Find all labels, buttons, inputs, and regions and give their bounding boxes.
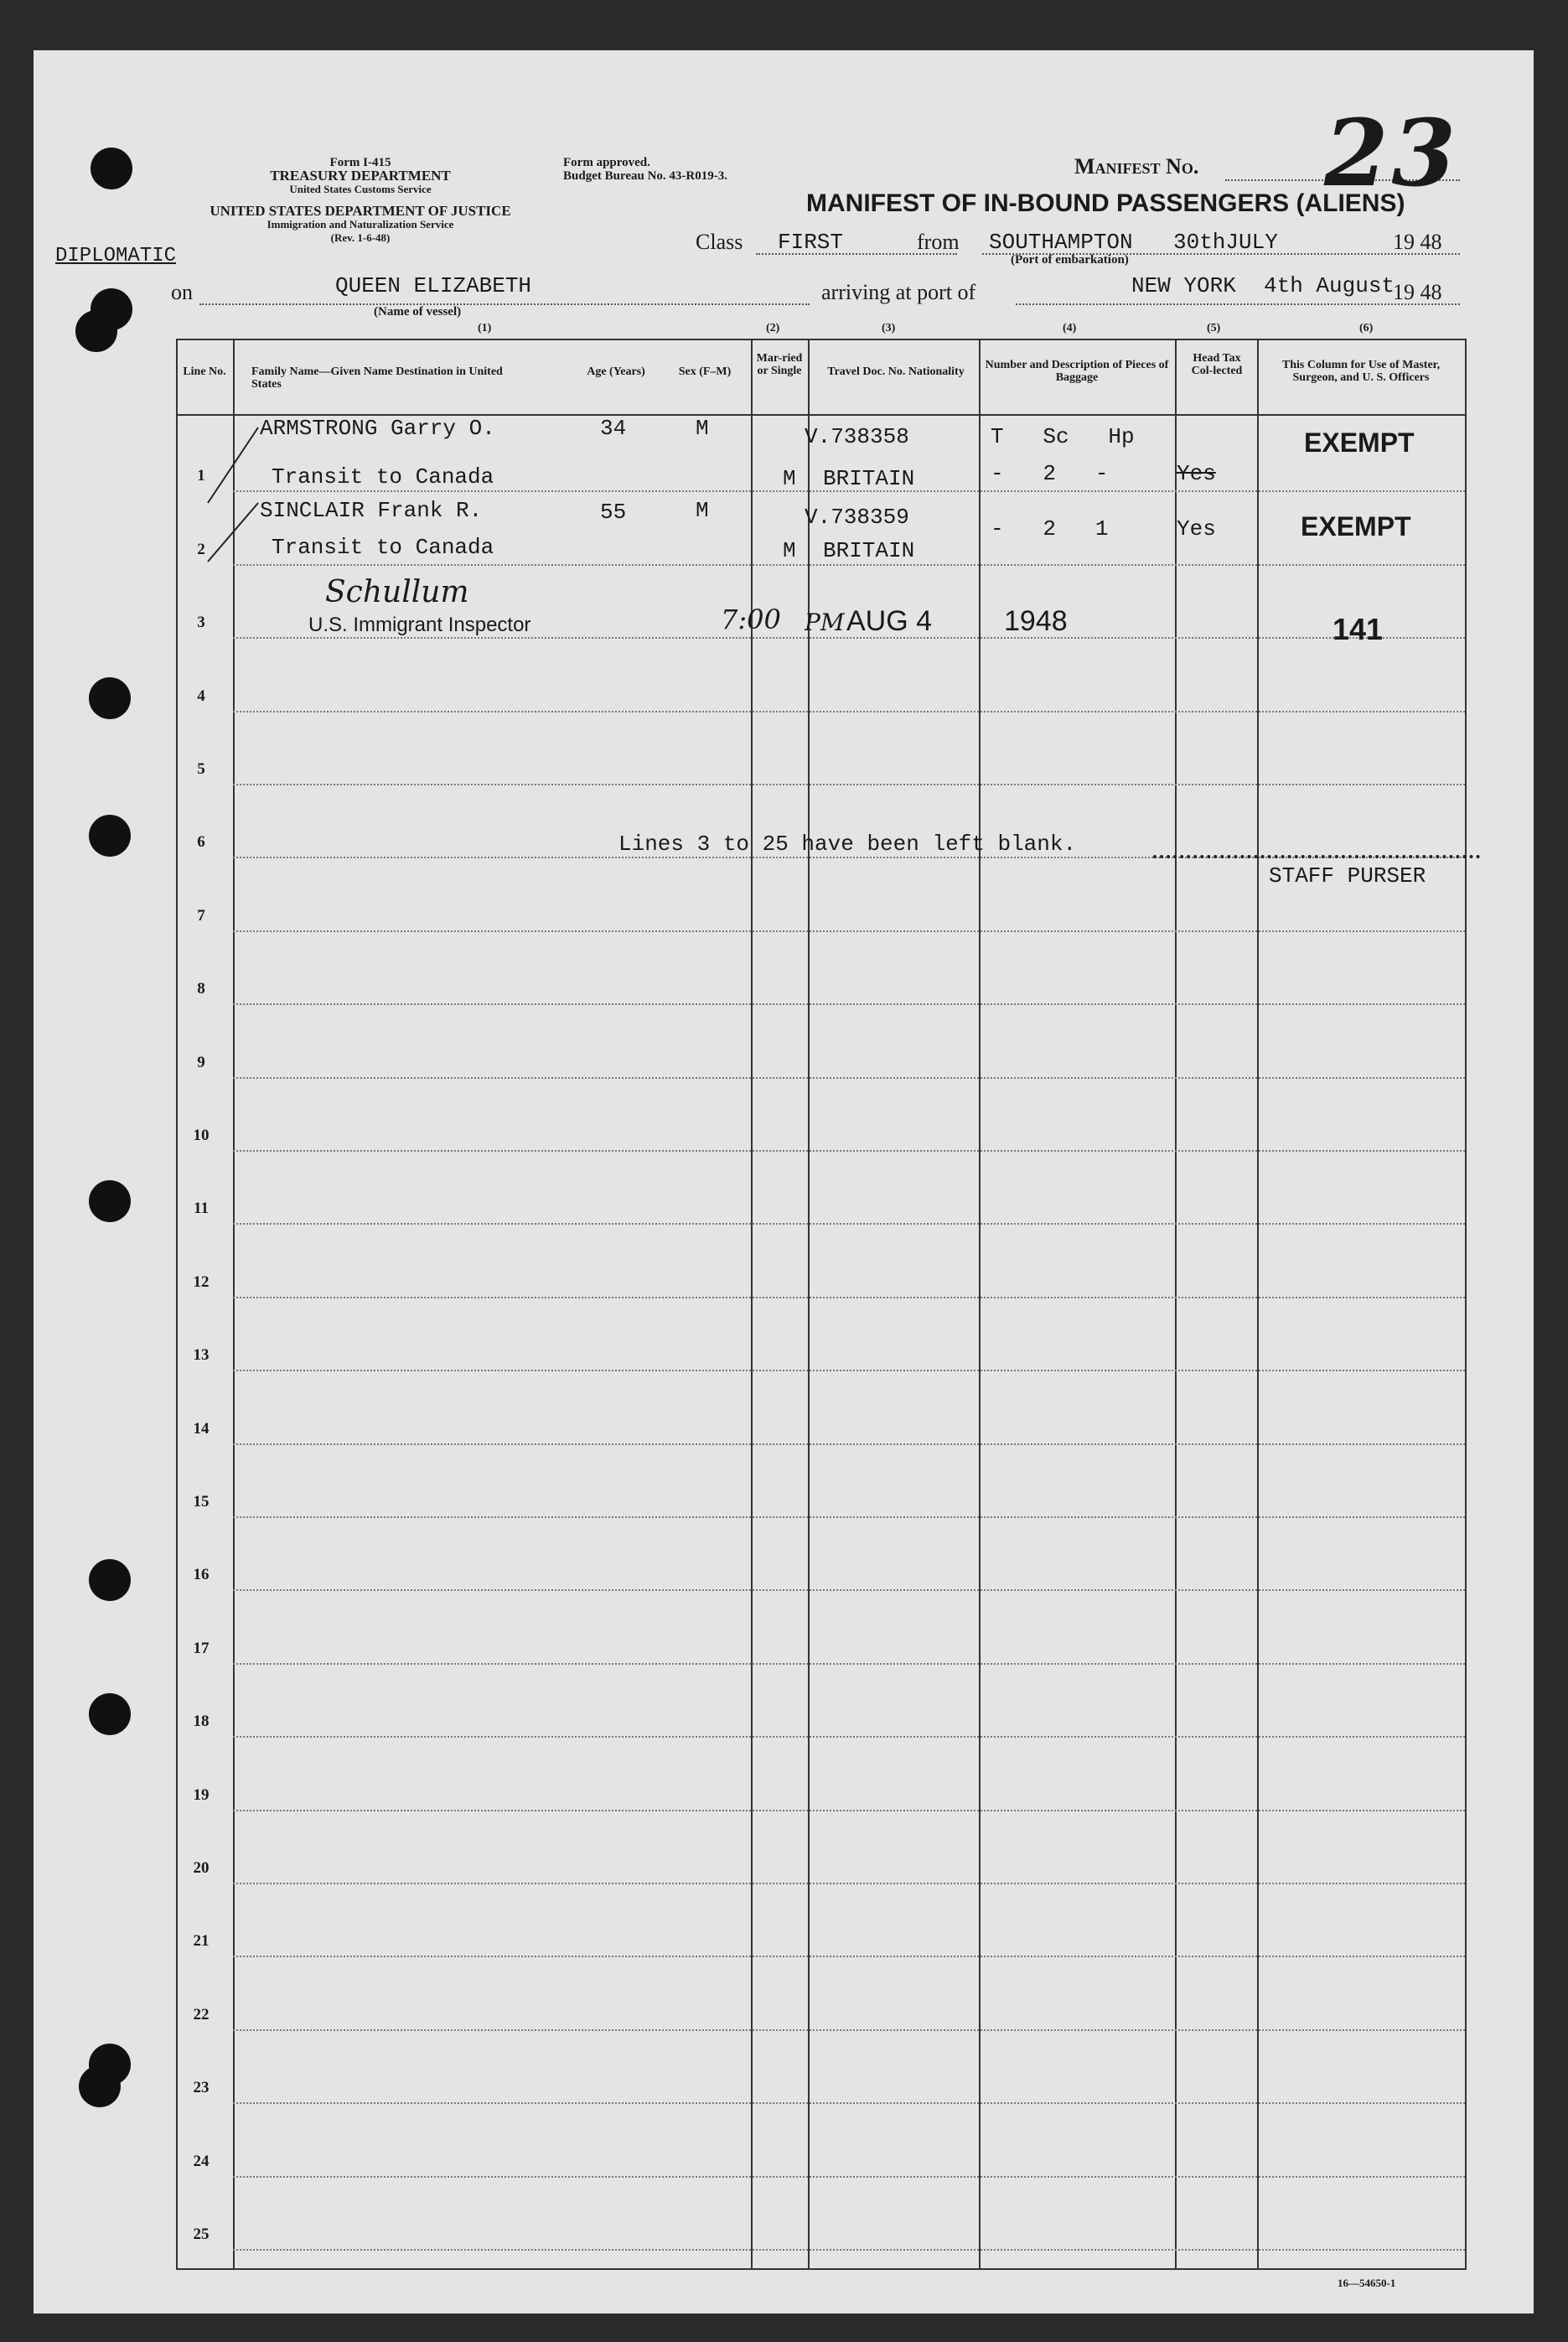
header-sex: Sex (F–M)	[678, 365, 732, 378]
note-dots	[1153, 855, 1480, 858]
approval-block	[563, 156, 727, 183]
line-number: 12	[193, 1272, 210, 1291]
table-top-border	[176, 339, 1467, 340]
passenger-2-name: SINCLAIR Frank R.	[260, 498, 483, 523]
line-number: 1	[197, 467, 205, 485]
header-head-tax: Head Tax Col-lected	[1191, 352, 1243, 377]
page-title: MANIFEST OF IN-BOUND PASSENGERS (ALIENS)	[806, 189, 1405, 217]
passenger-1-baggage-types: T Sc Hp	[991, 424, 1135, 449]
table-bottom-border	[176, 2268, 1467, 2270]
table-row-line	[233, 1810, 1465, 1811]
passenger-2-married: M	[783, 538, 796, 563]
line-number: 21	[193, 1932, 210, 1951]
passenger-2-age: 55	[600, 500, 627, 525]
table-row-line	[233, 1223, 1465, 1225]
form-approved: Form approved.	[563, 156, 650, 169]
manifest-no-label: Manifest No.	[1074, 154, 1199, 179]
table-row-line	[233, 2249, 1465, 2251]
passenger-1-destination: Transit to Canada	[272, 464, 494, 490]
table-row-line	[233, 784, 1465, 785]
line-number: 15	[193, 1493, 210, 1510]
line-number: 4	[197, 687, 205, 705]
passenger-1-sex: M	[696, 416, 709, 441]
col-divider	[233, 339, 235, 2270]
table-row-line	[233, 1663, 1465, 1665]
table-row-line	[233, 2029, 1465, 2031]
arrival-port: NEW YORK	[1131, 273, 1236, 298]
justice-block	[168, 205, 553, 245]
line-number: 11	[194, 1199, 209, 1218]
line-number: 13	[193, 1346, 210, 1365]
table-row-line	[233, 2176, 1465, 2178]
passenger-2-officer-stamp: EXEMPT	[1301, 511, 1411, 541]
table-row-line	[233, 1003, 1465, 1005]
line-number: 16	[193, 1566, 210, 1584]
header-name: Family Name—Given Name Destination in United States	[251, 365, 503, 391]
port-caption: (Port of embarkation)	[1011, 253, 1129, 267]
tally-mark	[208, 503, 258, 562]
table-row-line	[233, 1150, 1465, 1152]
form-number-text: Form I-415	[329, 156, 391, 169]
class-label: Class	[696, 230, 743, 254]
line-number: 6	[197, 833, 205, 852]
tally-mark	[208, 427, 258, 503]
line-number: 20	[193, 1859, 210, 1877]
punch-hole	[89, 677, 131, 719]
header-baggage: Number and Description of Pieces of Baggage	[985, 359, 1169, 384]
passenger-2-doc: V.738359	[805, 505, 909, 530]
col-number-3: (3)	[882, 322, 896, 334]
col-number-2: (2)	[766, 322, 780, 334]
col-number-5: (5)	[1207, 322, 1221, 334]
punch-hole	[89, 1693, 131, 1735]
customs-service: United States Customs Service	[289, 183, 432, 195]
inspection-stamp-year: 1948	[1004, 605, 1068, 637]
passenger-2-nationality: BRITAIN	[823, 538, 915, 563]
col-number-1: (1)	[478, 322, 492, 334]
table-row-line	[233, 1370, 1465, 1371]
blank-lines-note: Lines 3 to 25 have been left blank.	[618, 832, 1077, 857]
line-number: 18	[193, 1712, 210, 1731]
passenger-1-doc: V.738358	[805, 424, 909, 449]
table-row-line	[233, 1077, 1465, 1079]
line-number: 8	[197, 980, 205, 998]
passenger-1-age: 34	[600, 416, 627, 441]
justice-dept: UNITED STATES DEPARTMENT OF JUSTICE	[210, 203, 511, 219]
header-married: Mar-ried or Single	[756, 352, 803, 377]
table-row-line	[233, 711, 1465, 712]
table-row-line	[233, 564, 1465, 566]
arrival-year: 19 48	[1393, 280, 1442, 304]
line-number: 17	[193, 1639, 210, 1657]
line-number: 24	[193, 2152, 210, 2170]
header-line-no: Line No.	[183, 365, 226, 378]
passenger-2-head-tax: Yes	[1177, 516, 1216, 541]
inspection-stamp-date: AUG 4	[846, 605, 933, 637]
table-row-line	[233, 1589, 1465, 1591]
line-number: 19	[193, 1785, 210, 1804]
table-row-line	[233, 1516, 1465, 1518]
punch-hole	[79, 2065, 121, 2107]
diplomatic-label: DIPLOMATIC	[55, 245, 177, 267]
header-officers: This Column for Use of Master, Surgeon, and U. S. Officers	[1281, 359, 1441, 384]
table-row-line	[233, 1736, 1465, 1738]
punch-hole	[89, 815, 131, 857]
vessel-name: QUEEN ELIZABETH	[335, 273, 532, 298]
passenger-1-nationality: BRITAIN	[823, 466, 915, 491]
embark-date: 30thJULY	[1173, 230, 1278, 255]
passenger-2-baggage-count: - 2 1	[991, 516, 1109, 541]
inspection-ampm: PM	[805, 609, 845, 636]
line-number: 23	[193, 2079, 210, 2097]
arriving-label: arriving at port of	[821, 280, 976, 304]
revision: (Rev. 1-6-48)	[330, 231, 391, 244]
table-row-line	[233, 1883, 1465, 1884]
col-divider	[1465, 339, 1467, 2270]
treasury-dept: TREASURY DEPARTMENT	[270, 168, 451, 184]
port-of-embarkation: SOUTHAMPTON	[989, 230, 1133, 255]
line-number: 5	[197, 760, 205, 778]
punch-hole	[89, 1559, 131, 1601]
col-number-6: (6)	[1359, 322, 1374, 334]
passenger-1-married: M	[783, 466, 796, 491]
col-divider	[1175, 339, 1177, 2270]
form-number	[251, 156, 469, 196]
ins-service: Immigration and Naturalization Service	[267, 218, 454, 231]
table-row-line	[233, 1297, 1465, 1298]
line-number: 10	[193, 1127, 210, 1144]
table-row-line	[233, 2102, 1465, 2104]
staff-purser: STAFF PURSER	[1269, 863, 1426, 889]
arrival-date: 4th August	[1264, 273, 1395, 298]
punch-hole	[75, 310, 117, 352]
manifest-number: 23	[1324, 99, 1460, 207]
col-divider	[979, 339, 981, 2270]
tally-marks	[199, 419, 267, 570]
line-number: 7	[197, 906, 205, 925]
table-row-line	[233, 930, 1465, 932]
officer-number: 141	[1333, 612, 1384, 646]
on-label: on	[171, 280, 193, 304]
line-number: 3	[197, 614, 205, 632]
line-number: 2	[197, 540, 205, 558]
table-row-line	[233, 1443, 1465, 1445]
budget-bureau: Budget Bureau No. 43-R019-3.	[563, 169, 727, 183]
line-number: 9	[197, 1053, 205, 1071]
inspector-title: U.S. Immigrant Inspector	[308, 614, 531, 636]
punch-hole	[91, 148, 132, 189]
vessel-caption: (Name of vessel)	[374, 305, 462, 319]
line-number: 25	[193, 2225, 210, 2243]
footer-code: 16—54650-1	[1338, 2277, 1396, 2289]
inspection-time: 7:00	[721, 604, 781, 635]
table-row-line	[233, 1956, 1465, 1957]
embark-year: 19 48	[1393, 230, 1442, 254]
passenger-2-destination: Transit to Canada	[272, 535, 494, 560]
from-label: from	[917, 230, 960, 254]
passenger-2-sex: M	[696, 498, 709, 523]
header-travel-doc: Travel Doc. No. Nationality	[827, 365, 965, 378]
line-number: 22	[193, 2005, 210, 2023]
inspector-signature: Schullum	[325, 575, 469, 609]
passenger-1-name: ARMSTRONG Garry O.	[260, 416, 495, 441]
col-divider	[1257, 339, 1259, 2270]
passenger-1-officer-stamp: EXEMPT	[1304, 427, 1415, 458]
vessel-line	[199, 303, 810, 305]
col-number-4: (4)	[1063, 322, 1077, 334]
line-number: 14	[193, 1419, 210, 1438]
class-value: FIRST	[778, 230, 844, 255]
passenger-1-baggage-count: - 2 -	[991, 461, 1109, 486]
header-age: Age (Years)	[587, 365, 645, 378]
passenger-1-head-tax: Yes	[1177, 461, 1216, 486]
punch-hole	[89, 1180, 131, 1222]
